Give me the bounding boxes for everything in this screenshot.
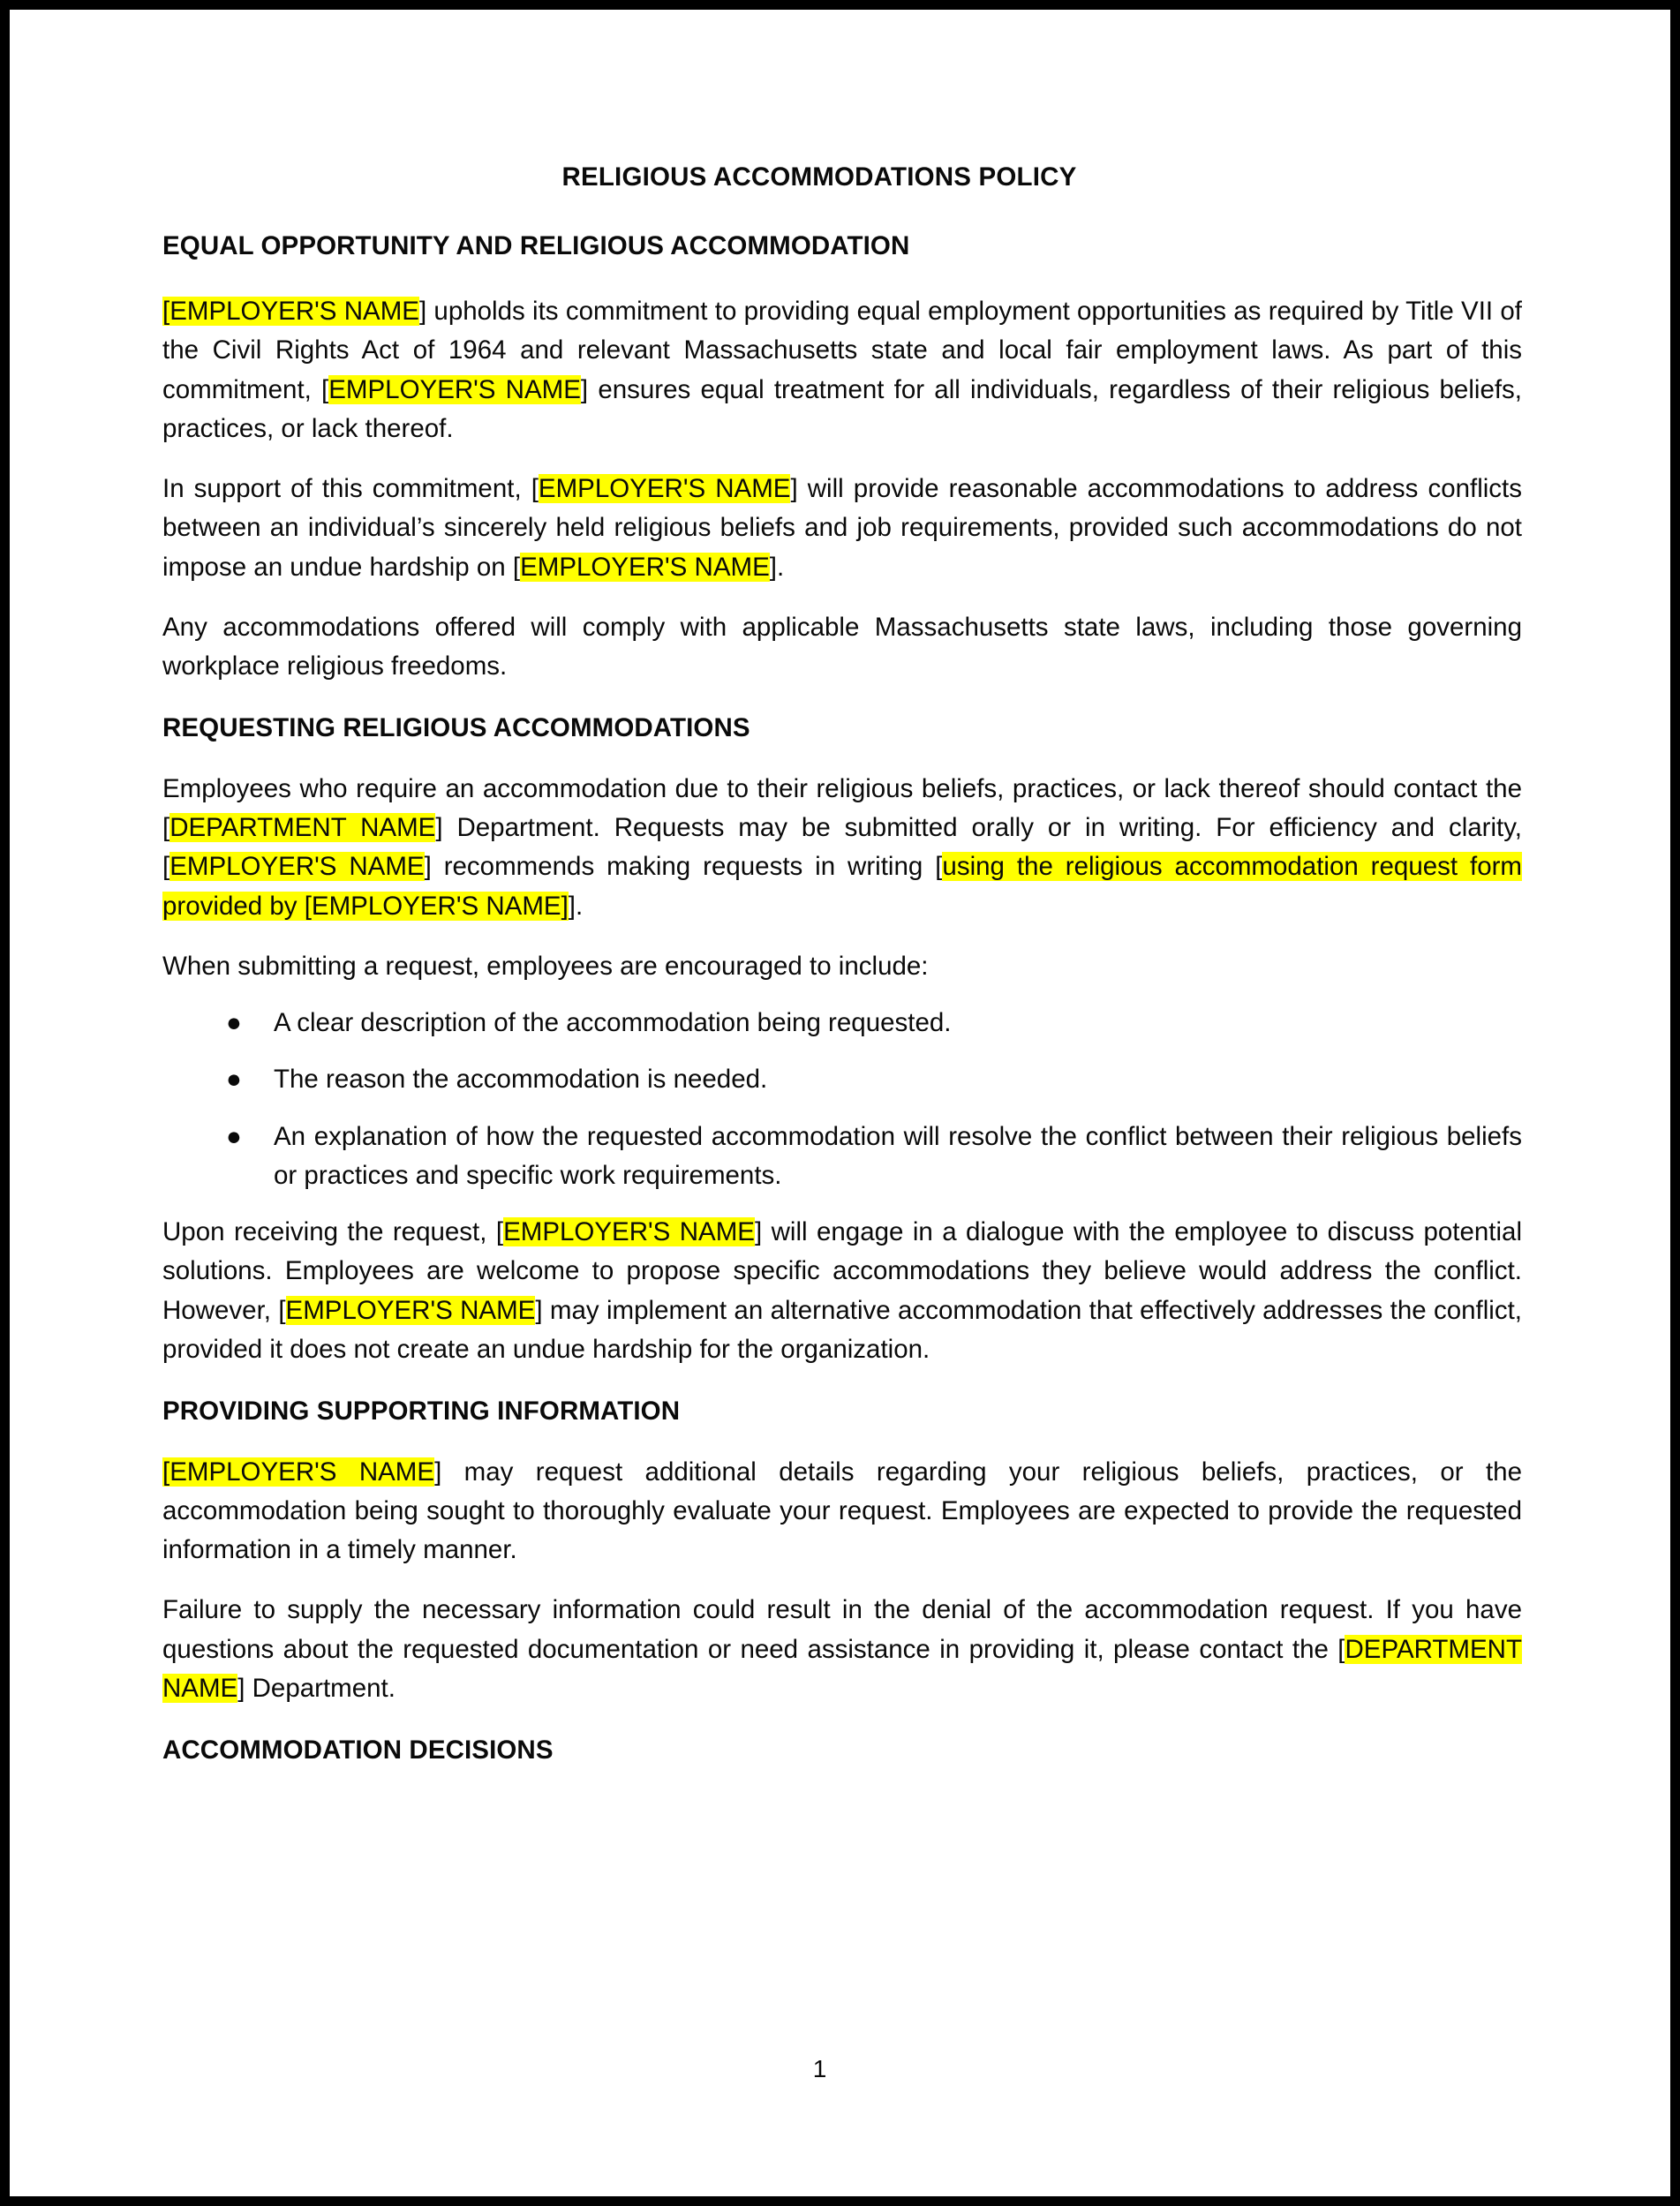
heading-equal-opportunity: EQUAL OPPORTUNITY AND RELIGIOUS ACCOMMODATION (162, 230, 910, 260)
highlight-employer-name: EMPLOYER'S NAME (520, 552, 770, 582)
list-item-label: The reason the accommodation is needed. (274, 1065, 768, 1095)
spacer (162, 1369, 1522, 1398)
bullet-icon: ● (226, 1008, 242, 1037)
paragraph-text: Upon receiving the request, [ (162, 1217, 504, 1246)
spacer (162, 1570, 1522, 1591)
spacer (162, 1195, 1522, 1213)
highlight-employer-name: EMPLOYER'S NAME (538, 474, 791, 503)
spacer (162, 191, 1522, 233)
paragraph-text: ] Department. (237, 1673, 396, 1703)
spacer (162, 1425, 1522, 1453)
paragraph-text: ] may implement an alternative accommodation that effectively addresses the conflict, provided it does not create an undue hardship for the organization. (162, 1295, 1522, 1364)
paragraph-text: ] upholds its commitment to providing equal employment opportunities as required by Title VII of the Civil Rights Act of 1964 and relevant Massachusetts state and local fair employment laws. As part of this commitment, [ (162, 297, 1522, 404)
paragraph-text: ]. (769, 552, 785, 582)
bullet-icon: ● (226, 1121, 242, 1151)
page-content (10, 10, 1670, 2196)
paragraph-equal-opportunity-3: Any accommodations offered will comply with applicable Massachusetts state laws, including those governing workplace religious freedoms. (162, 612, 1522, 681)
paragraph-text: ]. (568, 891, 584, 921)
highlight-employer-name: EMPLOYER'S NAME (285, 1295, 536, 1325)
paragraph-text: ] recommends making requests in writing [ (424, 852, 943, 882)
paragraph-requesting-2: When submitting a request, employees are encouraged to include: (162, 951, 929, 981)
list-item-label: An explanation of how the requested accommodation will resolve the conflict between their religious beliefs or practices and specific work requirements. (274, 1121, 1522, 1190)
highlight-department-name: DEPARTMENT NAME (162, 1634, 1522, 1703)
spacer (162, 259, 1522, 292)
bullet-icon: ● (226, 1065, 242, 1095)
paragraph-text: In support of this commitment, [ (162, 474, 539, 503)
paragraph-equal-opportunity-1 (162, 292, 1522, 448)
highlight-employer-name: EMPLOYER'S NAME (328, 374, 581, 404)
paragraph-supporting-2 (162, 1591, 1522, 1708)
spacer (162, 742, 1522, 770)
spacer (162, 587, 1522, 608)
page-number: 1 (812, 2055, 827, 2082)
paragraph-requesting-3 (162, 1213, 1522, 1369)
paragraph-text: Failure to supply the necessary information could result in the denial of the accommodation request. If you have questions about the requested documentation or need assistance in providing it, please contact the [ (162, 1595, 1522, 1664)
paragraph-equal-opportunity-2 (162, 470, 1522, 587)
paragraph-text: ] will engage in a dialogue with the employee to discuss potential solutions. Employees are welcome to propose specific accommodations they believe would address the conflict. However, [ (162, 1217, 1522, 1325)
highlight-employer-name: EMPLOYER'S NAME (503, 1217, 755, 1246)
highlight-employer-name: [EMPLOYER'S NAME (162, 1457, 435, 1487)
highlight-employer-name: EMPLOYER'S NAME (170, 852, 425, 882)
list-item (162, 1118, 1522, 1196)
heading-accommodation-decisions: ACCOMMODATION DECISIONS (162, 1735, 554, 1765)
paragraph-text: Employees who require an accommodation due to their religious beliefs, practices, or lack thereof should contact the [ (162, 773, 1522, 842)
list-item-label: A clear description of the accommodation being requested. (274, 1008, 952, 1037)
paragraph-requesting-1 (162, 770, 1522, 926)
spacer (162, 926, 1522, 947)
highlight-employer-name: [EMPLOYER'S NAME (162, 297, 419, 326)
spacer (162, 1708, 1522, 1737)
list-item (162, 1060, 1522, 1099)
highlight-department-name: DEPARTMENT NAME (170, 813, 436, 842)
paragraph-text: ] ensures equal treatment for all individuals, regardless of their religious beliefs, practices, or lack thereof. (162, 374, 1522, 443)
spacer (162, 686, 1522, 715)
heading-providing-supporting-information: PROVIDING SUPPORTING INFORMATION (162, 1397, 681, 1426)
paragraph-text: ] Department. Requests may be submitted orally or in writing. For efficiency and clarity, [ (162, 813, 1522, 882)
spacer (162, 986, 1522, 1004)
paragraph-text: ] will provide reasonable accommodations to address conflicts between an individual’s sincerely held religious beliefs and job requirements, provided such accommodations do not impose an undue hardship on [ (162, 474, 1523, 582)
requesting-bullet-list (162, 1004, 1522, 1195)
spacer (162, 448, 1522, 470)
paragraph-text: ] may request additional details regarding your religious beliefs, practices, or the accommodation being sought to thoroughly evaluate your request. Employees are expected to provide the requested information in a timely manner. (162, 1457, 1522, 1564)
heading-requesting-accommodations: REQUESTING RELIGIOUS ACCOMMODATIONS (162, 713, 750, 743)
highlight-request-form-note: using the religious accommodation request form provided by [EMPLOYER'S NAME] (162, 852, 1522, 921)
paragraph-supporting-1 (162, 1453, 1522, 1570)
list-item (162, 1004, 1522, 1043)
page-title: RELIGIOUS ACCOMMODATIONS POLICY (561, 162, 1077, 192)
